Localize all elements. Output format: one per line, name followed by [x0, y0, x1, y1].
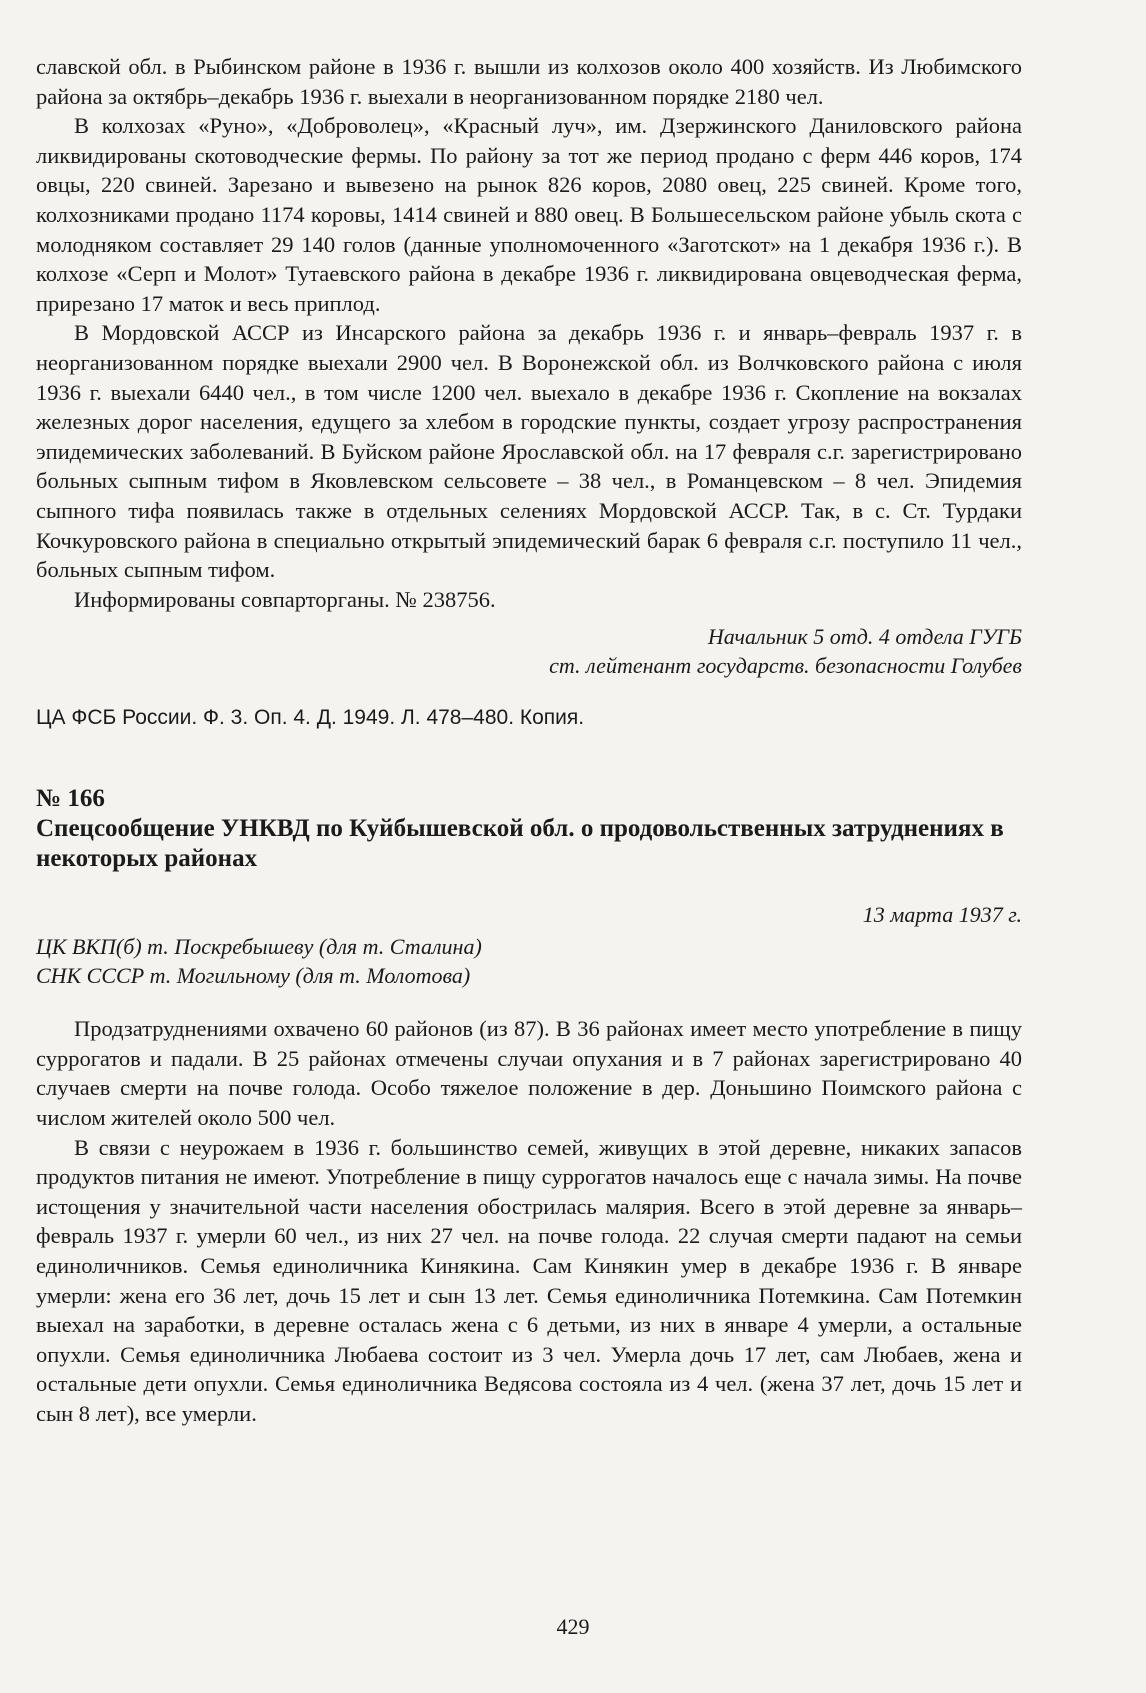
signature-line: Начальник 5 отд. 4 отдела ГУГБ [707, 624, 1022, 650]
addressee: СНК СССР т. Могильному (для т. Молотова) [36, 963, 471, 989]
addressee: ЦК ВКП(б) т. Поскребышеву (для т. Сталина) [36, 934, 482, 960]
intro-paragraph: Информированы совпарторганы. № 238756. [74, 586, 496, 612]
page-number: 429 [556, 1614, 590, 1639]
intro-paragraph: В Мордовской АССР из Инсарского района за декабрь 1936 г. и январь–февраль 1937 г. в неорганизованном порядке выехали 2900 чел. В Воронежской обл. из Волчковского района с июля 1936 г. выехали 6440 чел., в том числе 1200 чел. выехало в декабре 1936 г. Скопление на вокзалах железных дорог населения, едущего за хлебом в городские пункты, создает угрозу распространения эпидемических заболеваний. В Буйском районе Ярославской обл. на 17 февраля с.г. зарегистрировано больных сыпным тифом в Яковлевском сельсовете – 38 чел., в Романцевском – 8 чел. Эпидемия сыпного тифа появилась также в отдельных селениях Мордовской АССР. Так, в с. Ст. Турдаки Кочкуровского района в специально открытый эпидемический барак 6 февраля с.г. поступило 11 чел., больных сыпным тифом. [36, 320, 1022, 583]
document-number: № 166 [36, 785, 105, 813]
intro-paragraph: славской обл. в Рыбинском районе в 1936 г. вышли из колхозов около 400 хозяйств. Из Любимского района за октябрь–декабрь 1936 г. выехали в неорганизованном порядке 2180 чел. [36, 54, 1022, 109]
addressees [36, 932, 1022, 990]
archive-source: ЦА ФСБ России. Ф. 3. Оп. 4. Д. 1949. Л. 478–480. Копия. [36, 706, 585, 730]
document-title: Спецсообщение УНКВД по Куйбышевской обл. о продовольственных затруднениях в некоторых районах [36, 815, 1004, 873]
document-paragraph: В связи с неурожаем в 1936 г. большинство семей, живущих в этой деревне, никаких запасов продуктов питания не имеют. Употребление в пищу суррогатов началось еще с начала зимы. На почве истощения у значительной части населения обострилась малярия. Всего в этой деревне за январь–февраль 1937 г. умерли 60 чел., из них 27 чел. на почве голода. 22 случая смерти падают на семьи единоличников. Семья единоличника Кинякина. Сам Кинякин умер в декабре 1936 г. В январе умерли: жена его 36 лет, дочь 15 лет и сын 13 лет. Семья единоличника Потемкина. Сам Потемкин выехал на заработки, в деревне осталась жена с 6 детьми, из них в январе 4 умерли, а остальные опухли. Семья единоличника Любаева состоит из 3 чел. Умерла дочь 17 лет, сам Любаев, жена и остальные дети опухли. Семья единоличника Ведясова состояла из 4 чел. (жена 37 лет, дочь 15 лет и сын 8 лет), все умерли. [36, 1134, 1022, 1426]
intro-paragraph: В колхозах «Руно», «Доброволец», «Красный луч», им. Дзержинского Даниловского района ликвидированы скотоводческие фермы. По району за тот же период продано с ферм 446 коров, 174 овцы, 220 свиней. Зарезано и вывезено на рынок 826 коров, 2080 овец, 225 свиней. Кроме того, колхозниками продано 1174 коровы, 1414 свиней и 880 овец. В Большесельском районе убыль скота с молодняком составляет 29 140 голов (данные уполномоченного «Заготскот» на 1 декабря 1936 г.). В колхозе «Серп и Молот» Тутаевского района в декабре 1936 г. ликвидирована овцеводческая ферма, прирезано 17 маток и весь приплод. [36, 113, 1022, 316]
spacer [36, 990, 1022, 1014]
signature [36, 622, 1022, 680]
document-paragraph: Продзатруднениями охвачено 60 районов (из 87). В 36 районах имеет место употребление в пищу суррогатов и падали. В 25 районах отмечены случаи опухания и в 7 районах зарегистрировано 40 случаев смерти на почве голода. Особо тяжелое положение в дер. Доньшино Поимского района с числом жителей около 500 чел. [36, 1016, 1022, 1131]
signature-line: ст. лейтенант государств. безопасности Голубев [549, 653, 1022, 679]
document-date: 13 марта 1937 г. [862, 902, 1022, 928]
